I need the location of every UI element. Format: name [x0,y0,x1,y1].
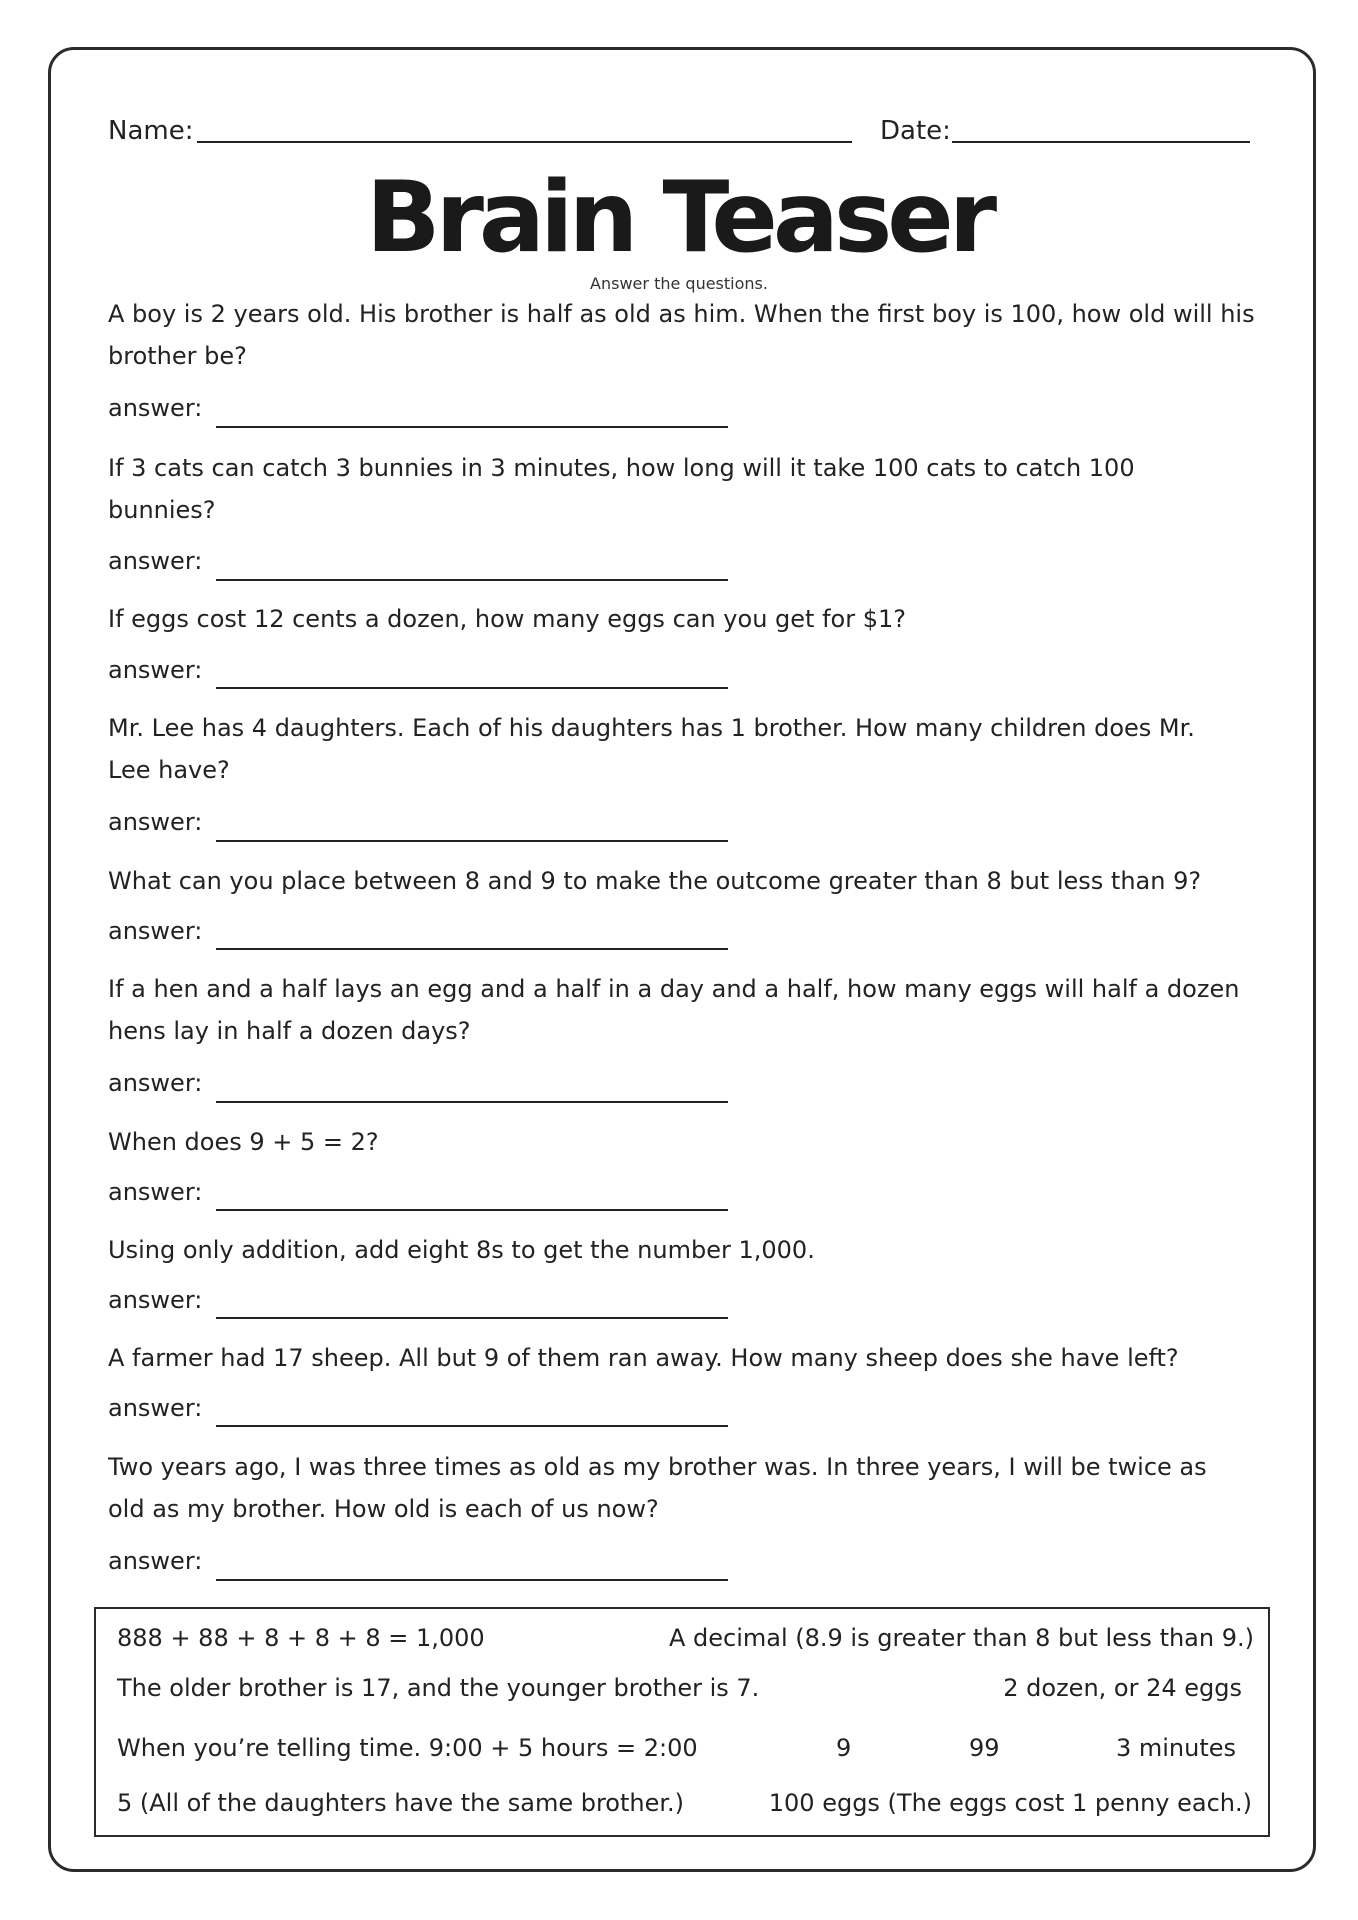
page-title: Brain Teaser [365,161,993,275]
question-4: Mr. Lee has 4 daughters. Each of his daughters has 1 brother. How many children does Mr. Lee have? [108,714,1195,784]
answer-line-10 [216,1579,728,1581]
name-label: Name: [108,116,194,146]
question-2: If 3 cats can catch 3 bunnies in 3 minutes, how long will it take 100 cats to catch 100 bunnies? [108,454,1135,524]
answer-key-item: When you’re telling time. 9:00 + 5 hours = 2:00 [117,1734,698,1762]
answer-label-5: answer: [108,917,203,945]
answer-line-6 [216,1101,728,1103]
answer-line-2 [216,579,728,581]
answer-label-7: answer: [108,1178,203,1206]
answer-line-4 [216,840,728,842]
answer-line-8 [216,1317,728,1319]
instructions: Answer the questions. [590,274,768,293]
question-3: If eggs cost 12 cents a dozen, how many eggs can you get for $1? [108,605,906,633]
answer-label-3: answer: [108,656,203,684]
date-label: Date: [880,116,951,146]
answer-label-4: answer: [108,808,203,836]
question-8: Using only addition, add eight 8s to get the number 1,000. [108,1236,815,1264]
question-5: What can you place between 8 and 9 to make the outcome greater than 8 but less than 9? [108,867,1202,895]
answer-key-item: 100 eggs (The eggs cost 1 penny each.) [768,1789,1252,1817]
answer-key-item: 99 [969,1734,1000,1762]
answer-line-1 [216,426,728,428]
answer-key-item: 5 (All of the daughters have the same brother.) [117,1789,685,1817]
question-9: A farmer had 17 sheep. All but 9 of them ran away. How many sheep does she have left? [108,1344,1179,1372]
answer-line-7 [216,1209,728,1211]
answer-label-1: answer: [108,394,203,422]
question-6: If a hen and a half lays an egg and a half in a day and a half, how many eggs will half a dozen hens lay in half a dozen days? [108,975,1240,1045]
answer-label-10: answer: [108,1547,203,1575]
answer-line-5 [216,948,728,950]
question-10: Two years ago, I was three times as old as my brother was. In three years, I will be twice as old as my brother. How old is each of us now? [108,1453,1207,1523]
answer-line-9 [216,1425,728,1427]
answer-key-item: The older brother is 17, and the younger brother is 7. [117,1674,760,1702]
question-1: A boy is 2 years old. His brother is half as old as him. When the first boy is 100, how old will his brother be? [108,300,1255,370]
name-field-line [197,141,852,143]
answer-key-item: 9 [836,1734,852,1762]
answer-key-item: 2 dozen, or 24 eggs [1003,1674,1242,1702]
answer-key-item: 888 + 88 + 8 + 8 + 8 = 1,000 [117,1624,485,1652]
answer-key-item: 3 minutes [1115,1734,1236,1762]
date-field-line [952,141,1250,143]
answer-label-6: answer: [108,1069,203,1097]
answer-line-3 [216,687,728,689]
answer-key-item: A decimal (8.9 is greater than 8 but less than 9.) [668,1624,1254,1652]
answer-label-2: answer: [108,547,203,575]
answer-label-8: answer: [108,1286,203,1314]
answer-label-9: answer: [108,1394,203,1422]
question-7: When does 9 + 5 = 2? [108,1128,379,1156]
